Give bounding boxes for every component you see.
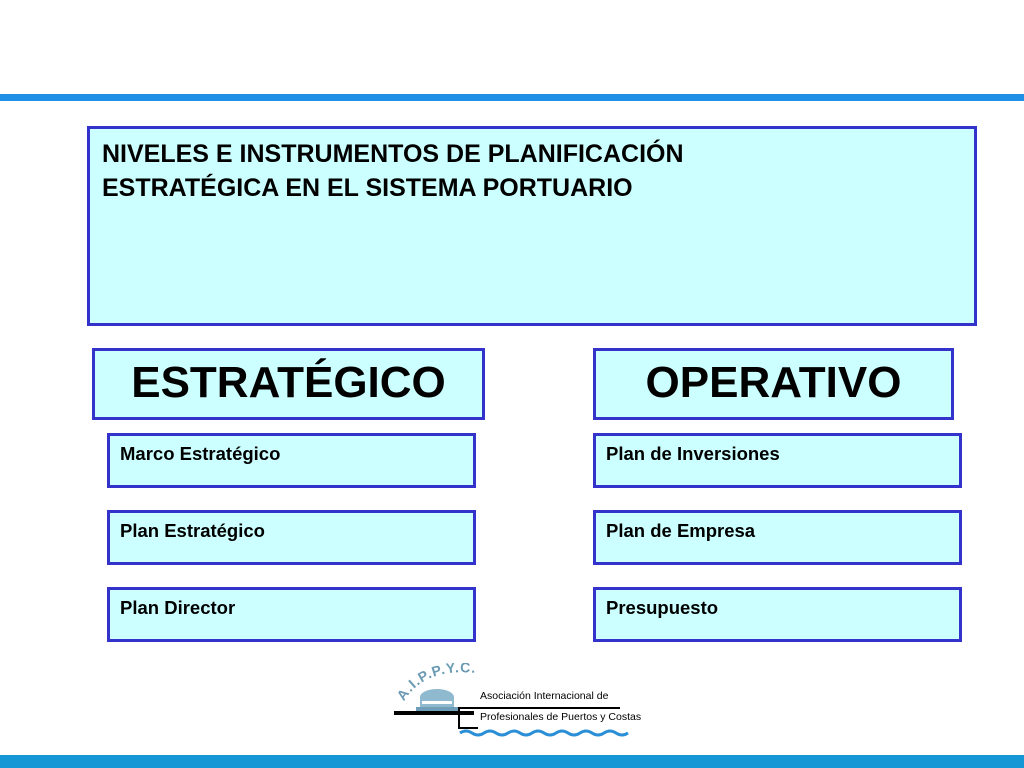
item-plan-estrategico: Plan Estratégico xyxy=(107,510,476,565)
aippyc-logo xyxy=(392,663,642,743)
title-line-1: NIVELES E INSTRUMENTOS DE PLANIFICACIÓN xyxy=(102,140,684,168)
item-plan-empresa: Plan de Empresa xyxy=(593,510,962,565)
item-presupuesto: Presupuesto xyxy=(593,587,962,642)
heading-estrategico: ESTRATÉGICO xyxy=(92,348,485,420)
item-marco-estrategico: Marco Estratégico xyxy=(107,433,476,488)
item-plan-director: Plan Director xyxy=(107,587,476,642)
bottom-divider xyxy=(0,755,1024,768)
logo-acronym: A.I.P.P.Y.C. xyxy=(393,663,478,704)
title-box xyxy=(87,126,977,326)
logo-text-line-1: Asociación Internacional de xyxy=(480,690,609,702)
title-line-2: ESTRATÉGICA EN EL SISTEMA PORTUARIO xyxy=(102,174,633,202)
logo-text-line-2: Profesionales de Puertos y Costas xyxy=(480,711,642,723)
bollard-logo-icon xyxy=(392,663,642,743)
heading-operativo: OPERATIVO xyxy=(593,348,954,420)
item-plan-inversiones: Plan de Inversiones xyxy=(593,433,962,488)
top-divider xyxy=(0,94,1024,101)
